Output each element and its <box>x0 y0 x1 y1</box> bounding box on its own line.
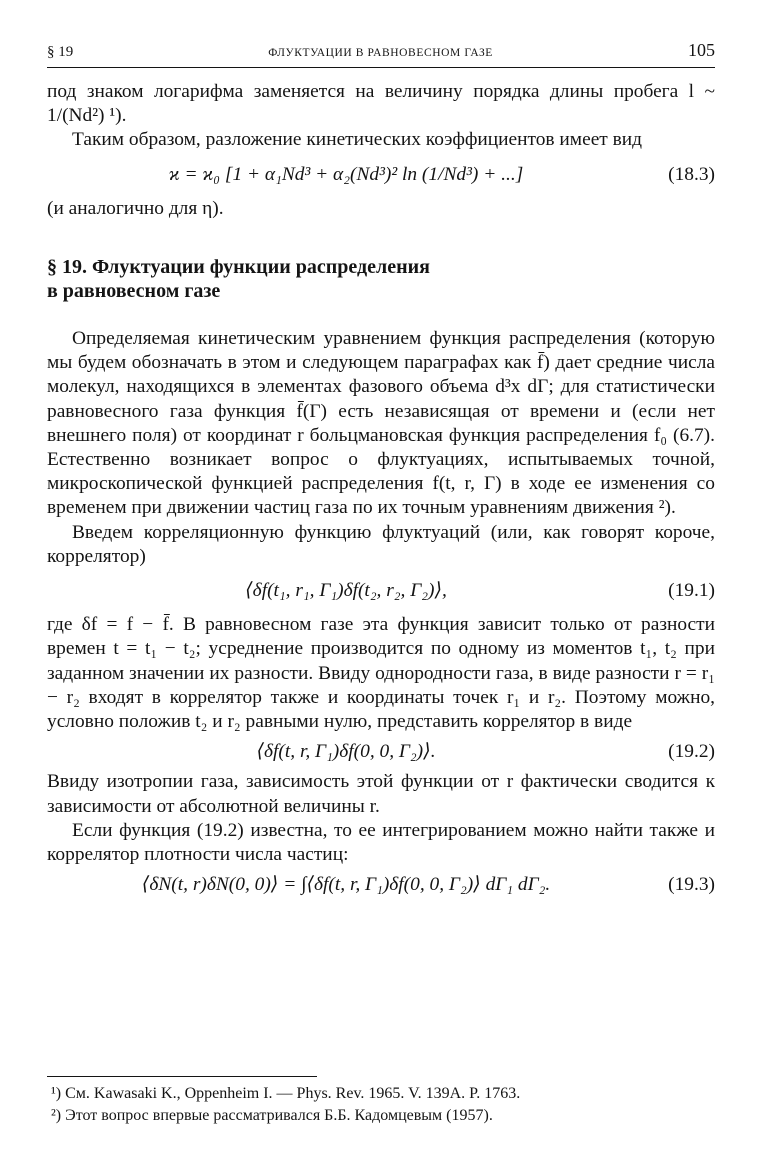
paragraph-eta-note: (и аналогично для η). <box>47 197 224 219</box>
equation-19-1-number: (19.1) <box>668 580 715 602</box>
equation-19-3 <box>47 873 715 897</box>
footnote-2: ²) Этот вопрос впервые рассматривался Б.Б. Кадомцевым (1957). <box>51 1107 493 1124</box>
equation-19-3-formula: ⟨δN(t, r)δN(0, 0)⟩ = ∫⟨δf(t, r, Γ₁)δf(0, 0, Γ₂)⟩ dΓ₁ dΓ₂. <box>141 874 551 896</box>
equation-19-2-formula: ⟨δf(t, r, Γ₁)δf(0, 0, Γ₂)⟩. <box>256 741 436 763</box>
paragraph-correlator-properties: где δf = f − f̄. В равновесном газе эта функция зависит только от разности времен t = t₁ − t₂; усреднение производится по одному из моментов t₁, t₂ при заданном значении их разности. Ввиду однородности газа, в виде разности r = r₁ − r₂ входят в коррелятор также и координаты точек r₁ и r₂. Поэтому можно, условно положив t₂ и r₂ равными нулю, представить коррелятор в виде <box>47 614 715 733</box>
equation-19-2-number: (19.2) <box>668 741 715 763</box>
equation-19-2 <box>47 740 715 764</box>
page <box>47 40 715 903</box>
header-running-title: ФЛУКТУАЦИИ В РАВНОВЕСНОМ ГАЗЕ <box>268 47 493 59</box>
footnotes <box>47 1076 715 1127</box>
footnote-1: ¹) См. Kawasaki K., Oppenheim I. — Phys. Rev. 1965. V. 139A. P. 1763. <box>51 1085 521 1102</box>
header-section: § 19 <box>47 44 74 60</box>
paragraph-expansion-intro: Таким образом, разложение кинетических коэффициентов имеет вид <box>72 129 643 151</box>
running-header <box>47 40 715 68</box>
paragraph-density-correlator: Если функция (19.2) известна, то ее интегрированием можно найти также и коррелятор плотности числа частиц: <box>47 819 715 866</box>
equation-19-1-formula: ⟨δf(t₁, r₁, Γ₁)δf(t₂, r₂, Γ₂)⟩, <box>245 580 447 602</box>
page-body <box>47 80 715 897</box>
section-title-line-2: в равновесном газе <box>47 280 221 303</box>
paragraph-isotropy: Ввиду изотропии газа, зависимость этой функции от r фактически сводится к зависимости от абсолютной величины r. <box>47 771 715 817</box>
equation-18-3-number: (18.3) <box>668 163 715 185</box>
header-page-number: 105 <box>687 40 715 60</box>
section-title-line-1: § 19. Флуктуации функции распределения <box>47 256 430 279</box>
paragraph-correlator-intro: Введем корреляционную функцию флуктуаций (или, как говорят короче, коррелятор) <box>47 521 715 567</box>
section-heading <box>47 255 715 303</box>
paragraph-distribution-function: Определяемая кинетическим уравнением функция распределения (которую мы будем обозначать в этом и следующем параграфах как f̄) дает средние числа молекул, находящихся в элементах фазового объема d³x dΓ; для статистически равновесного газа функция f̄(Γ) есть независящая от времени и (если нет внешнего поля) от координат r больцмановская функция распределения f₀ (6.7). Естественно возникает вопрос о флуктуациях, испытываемых точной, микроскопической функцией распределения f(t, r, Γ) в ходе ее изменения со временем при движении частиц газа по их точным уравнениям движения ²). <box>47 328 715 519</box>
equation-18-3-formula: ϰ = ϰ₀ [1 + α₁Nd³ + α₂(Nd³)² ln (1/Nd³) + ...] <box>168 163 524 185</box>
footnote-rule <box>47 1076 317 1077</box>
equation-19-3-number: (19.3) <box>668 874 715 896</box>
equation-18-3 <box>47 163 715 187</box>
equation-19-1 <box>47 579 715 603</box>
paragraph-continued: под знаком логарифма заменяется на величину порядка длины пробега l ~ 1/(Nd²) ¹). <box>47 81 715 127</box>
